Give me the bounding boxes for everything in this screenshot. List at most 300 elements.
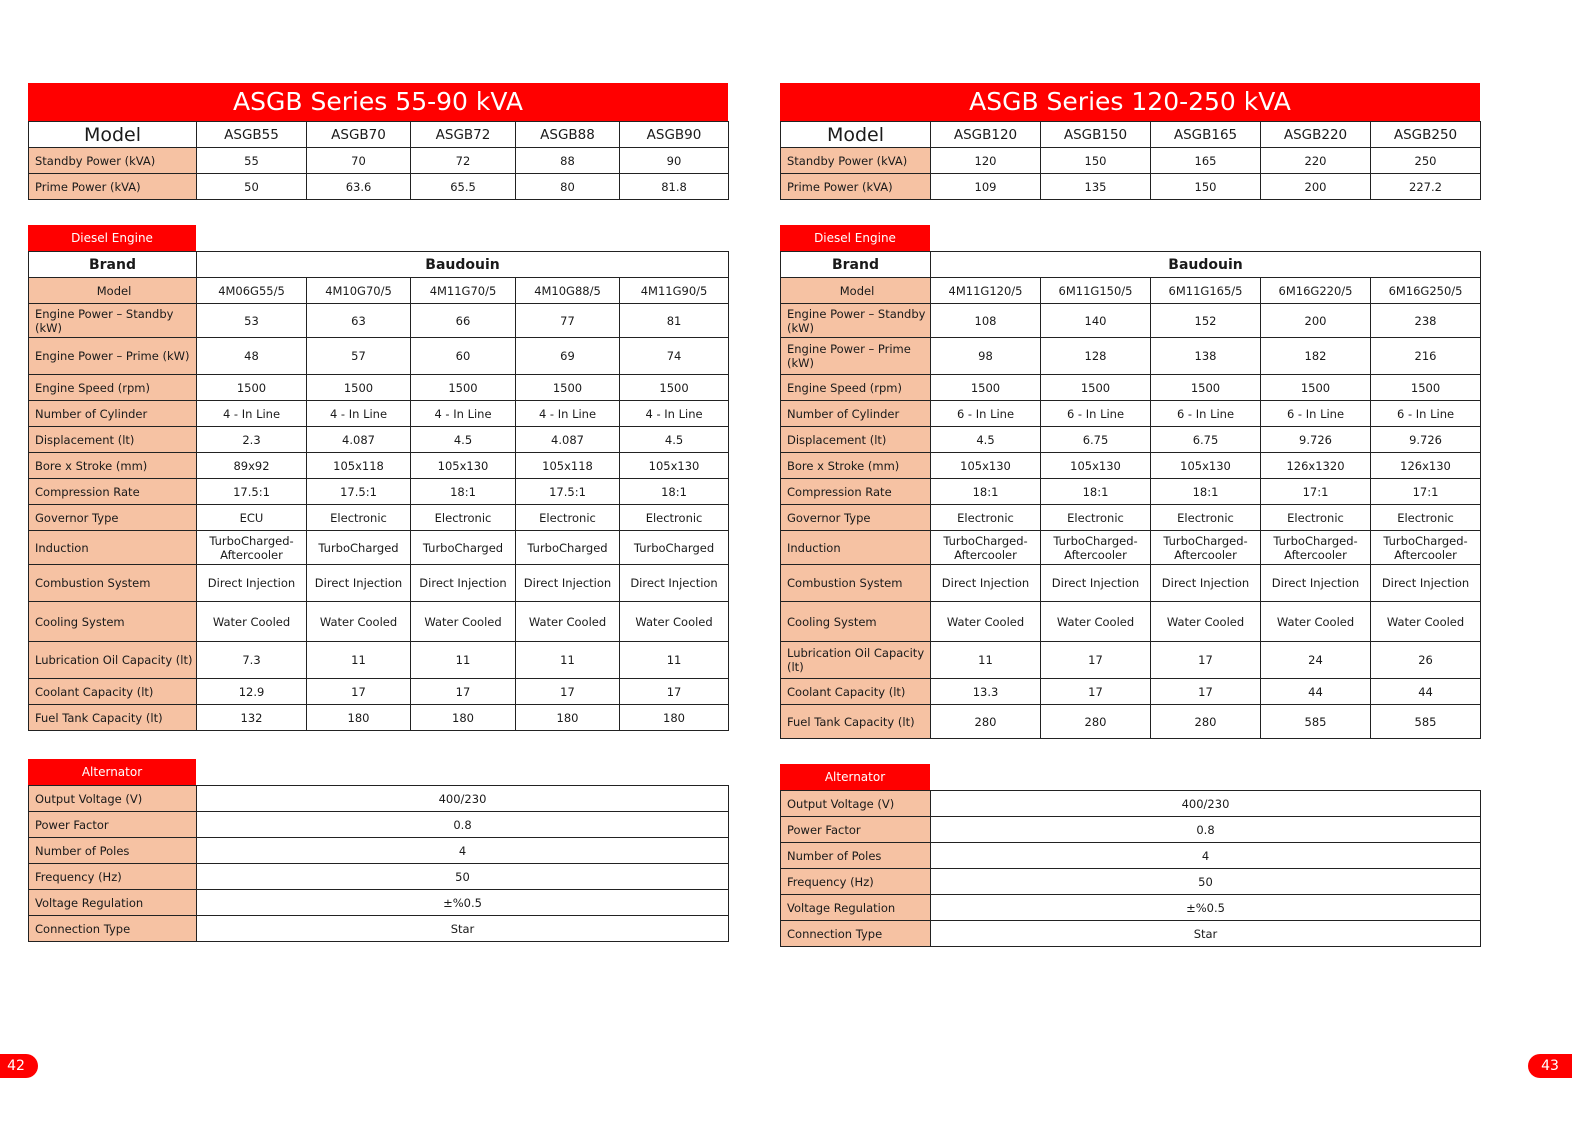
cell-value: 98 <box>931 338 1041 375</box>
cell-value: 1500 <box>1151 375 1261 401</box>
cell-value: Electronic <box>931 505 1041 531</box>
cell-value: 4M10G88/5 <box>516 278 620 304</box>
row-label: Bore x Stroke (mm) <box>29 453 197 479</box>
table-row <box>29 916 729 942</box>
right-engine-section <box>780 225 1480 739</box>
model-label: Model <box>29 122 197 148</box>
cell-value: Direct Injection <box>1371 565 1481 602</box>
cell-value: 26 <box>1371 642 1481 679</box>
table-row <box>781 705 1481 739</box>
table-row <box>781 338 1481 375</box>
cell-value: 17 <box>411 679 516 705</box>
table-row <box>781 642 1481 679</box>
table-row <box>781 602 1481 642</box>
cell-value: 74 <box>620 338 729 375</box>
cell-value: 6 - In Line <box>1371 401 1481 427</box>
cell-value: Electronic <box>1041 505 1151 531</box>
model-table <box>780 121 1481 200</box>
right-alternator-section <box>780 764 1480 947</box>
cell-value: 238 <box>1371 304 1481 338</box>
cell-value: 105x130 <box>411 453 516 479</box>
table-row <box>29 812 729 838</box>
cell-value: 4.5 <box>931 427 1041 453</box>
cell-value: 182 <box>1261 338 1371 375</box>
cell-value: 6.75 <box>1041 427 1151 453</box>
row-label: Displacement (lt) <box>29 427 197 453</box>
row-label: Engine Speed (rpm) <box>29 375 197 401</box>
cell-value: 6M16G220/5 <box>1261 278 1371 304</box>
cell-value: 280 <box>1151 705 1261 739</box>
cell-value: Water Cooled <box>931 602 1041 642</box>
cell-value: 105x130 <box>1151 453 1261 479</box>
cell-value: TurboCharged <box>516 531 620 565</box>
table-row <box>781 791 1481 817</box>
cell-value: 72 <box>411 148 516 174</box>
row-label: Output Voltage (V) <box>29 786 197 812</box>
engine-table <box>780 251 1481 739</box>
row-label: Lubrication Oil Capacity (lt) <box>29 642 197 679</box>
cell-value: 9.726 <box>1261 427 1371 453</box>
cell-value: 80 <box>516 174 620 200</box>
table-row <box>781 479 1481 505</box>
cell-value: Water Cooled <box>1151 602 1261 642</box>
table-row <box>29 565 729 602</box>
cell-value: 63.6 <box>307 174 411 200</box>
table-row <box>781 278 1481 304</box>
table-row <box>781 174 1481 200</box>
cell-value: 24 <box>1261 642 1371 679</box>
cell-value: 4 - In Line <box>620 401 729 427</box>
cell-value: TurboCharged-Aftercooler <box>931 531 1041 565</box>
model-name: ASGB120 <box>931 122 1041 148</box>
cell-value: Water Cooled <box>516 602 620 642</box>
cell-value: 4M10G70/5 <box>307 278 411 304</box>
cell-value: 12.9 <box>197 679 307 705</box>
cell-value: 17 <box>620 679 729 705</box>
section-tab-alternator: Alternator <box>28 759 196 785</box>
cell-value: 17.5:1 <box>307 479 411 505</box>
table-row <box>781 427 1481 453</box>
cell-value: 120 <box>931 148 1041 174</box>
row-label: Cooling System <box>29 602 197 642</box>
row-label: Combustion System <box>781 565 931 602</box>
cell-value: 90 <box>620 148 729 174</box>
model-name: ASGB150 <box>1041 122 1151 148</box>
model-name: ASGB250 <box>1371 122 1481 148</box>
table-row <box>781 895 1481 921</box>
model-name: ASGB165 <box>1151 122 1261 148</box>
cell-value: 11 <box>307 642 411 679</box>
cell-value: 18:1 <box>1151 479 1261 505</box>
table-row <box>29 401 729 427</box>
model-name: ASGB90 <box>620 122 729 148</box>
cell-value: Direct Injection <box>307 565 411 602</box>
cell-value: 50 <box>931 869 1481 895</box>
cell-value: ±%0.5 <box>197 890 729 916</box>
row-label: Standby Power (kVA) <box>781 148 931 174</box>
cell-value: 50 <box>197 174 307 200</box>
cell-value: 180 <box>620 705 729 731</box>
cell-value: 4.5 <box>620 427 729 453</box>
cell-value: 4.5 <box>411 427 516 453</box>
cell-value: 220 <box>1261 148 1371 174</box>
model-name: ASGB220 <box>1261 122 1371 148</box>
cell-value: 17 <box>307 679 411 705</box>
table-row <box>29 864 729 890</box>
row-label: Cooling System <box>781 602 931 642</box>
cell-value: 4 - In Line <box>516 401 620 427</box>
cell-value: 180 <box>516 705 620 731</box>
row-label: Power Factor <box>781 817 931 843</box>
brand-value: Baudouin <box>197 252 729 278</box>
cell-value: 77 <box>516 304 620 338</box>
cell-value: 11 <box>620 642 729 679</box>
left-spec-panel <box>28 83 728 200</box>
cell-value: Electronic <box>1261 505 1371 531</box>
row-label: Model <box>29 278 197 304</box>
cell-value: 126x130 <box>1371 453 1481 479</box>
cell-value: Water Cooled <box>197 602 307 642</box>
row-label: Coolant Capacity (lt) <box>781 679 931 705</box>
cell-value: 4.087 <box>516 427 620 453</box>
cell-value: TurboCharged-Aftercooler <box>1371 531 1481 565</box>
cell-value: 81.8 <box>620 174 729 200</box>
cell-value: 63 <box>307 304 411 338</box>
cell-value: 152 <box>1151 304 1261 338</box>
cell-value: Electronic <box>1151 505 1261 531</box>
cell-value: 70 <box>307 148 411 174</box>
cell-value: 132 <box>197 705 307 731</box>
cell-value: 88 <box>516 148 620 174</box>
cell-value: 4M06G55/5 <box>197 278 307 304</box>
brand-label: Brand <box>781 252 931 278</box>
engine-table <box>28 251 729 731</box>
table-row <box>781 505 1481 531</box>
cell-value: ECU <box>197 505 307 531</box>
cell-value: 17:1 <box>1371 479 1481 505</box>
brand-label: Brand <box>29 252 197 278</box>
cell-value: 4 <box>931 843 1481 869</box>
series-title: ASGB Series 120-250 kVA <box>780 83 1480 121</box>
section-tab-diesel-engine: Diesel Engine <box>28 225 196 251</box>
cell-value: Direct Injection <box>1261 565 1371 602</box>
cell-value: 4 - In Line <box>307 401 411 427</box>
cell-value: 65.5 <box>411 174 516 200</box>
row-label: Fuel Tank Capacity (lt) <box>781 705 931 739</box>
cell-value: Electronic <box>620 505 729 531</box>
cell-value: 1500 <box>931 375 1041 401</box>
cell-value: 89x92 <box>197 453 307 479</box>
right-spec-panel <box>780 83 1480 200</box>
cell-value: TurboCharged <box>411 531 516 565</box>
row-label: Compression Rate <box>29 479 197 505</box>
model-name: ASGB55 <box>197 122 307 148</box>
cell-value: Electronic <box>1371 505 1481 531</box>
cell-value: 216 <box>1371 338 1481 375</box>
row-label: Lubrication Oil Capacity (lt) <box>781 642 931 679</box>
cell-value: 200 <box>1261 174 1371 200</box>
cell-value: Electronic <box>411 505 516 531</box>
table-row <box>29 505 729 531</box>
cell-value: 227.2 <box>1371 174 1481 200</box>
row-label: Governor Type <box>781 505 931 531</box>
table-row <box>29 479 729 505</box>
cell-value: Water Cooled <box>1261 602 1371 642</box>
cell-value: 126x1320 <box>1261 453 1371 479</box>
cell-value: 2.3 <box>197 427 307 453</box>
left-alternator-section <box>28 759 728 942</box>
table-row <box>29 453 729 479</box>
cell-value: 17 <box>1041 642 1151 679</box>
table-row <box>781 304 1481 338</box>
model-header-row <box>29 122 729 148</box>
row-label: Number of Cylinder <box>29 401 197 427</box>
table-row <box>29 338 729 375</box>
table-row <box>781 401 1481 427</box>
row-label: Engine Power – Standby (kW) <box>781 304 931 338</box>
cell-value: Water Cooled <box>1371 602 1481 642</box>
cell-value: 69 <box>516 338 620 375</box>
row-label: Voltage Regulation <box>781 895 931 921</box>
row-label: Governor Type <box>29 505 197 531</box>
cell-value: 7.3 <box>197 642 307 679</box>
cell-value: 4M11G120/5 <box>931 278 1041 304</box>
cell-value: 135 <box>1041 174 1151 200</box>
cell-value: Direct Injection <box>197 565 307 602</box>
cell-value: 17:1 <box>1261 479 1371 505</box>
cell-value: 105x130 <box>1041 453 1151 479</box>
row-label: Fuel Tank Capacity (lt) <box>29 705 197 731</box>
cell-value: 4 <box>197 838 729 864</box>
row-label: Number of Cylinder <box>781 401 931 427</box>
cell-value: Direct Injection <box>931 565 1041 602</box>
row-label: Number of Poles <box>29 838 197 864</box>
table-row <box>781 679 1481 705</box>
cell-value: Star <box>197 916 729 942</box>
brand-row <box>29 252 729 278</box>
section-tab-alternator: Alternator <box>780 764 930 790</box>
model-label: Model <box>781 122 931 148</box>
row-label: Induction <box>781 531 931 565</box>
cell-value: 17.5:1 <box>197 479 307 505</box>
model-header-row <box>781 122 1481 148</box>
cell-value: Electronic <box>307 505 411 531</box>
table-row <box>29 427 729 453</box>
row-label: Displacement (lt) <box>781 427 931 453</box>
cell-value: 1500 <box>1261 375 1371 401</box>
cell-value: 1500 <box>516 375 620 401</box>
table-row <box>29 531 729 565</box>
table-row <box>29 602 729 642</box>
cell-value: 400/230 <box>197 786 729 812</box>
left-engine-section <box>28 225 728 731</box>
cell-value: 128 <box>1041 338 1151 375</box>
cell-value: 1500 <box>307 375 411 401</box>
cell-value: 1500 <box>197 375 307 401</box>
row-label: Output Voltage (V) <box>781 791 931 817</box>
cell-value: 138 <box>1151 338 1261 375</box>
cell-value: TurboCharged <box>620 531 729 565</box>
cell-value: 13.3 <box>931 679 1041 705</box>
cell-value: 4.087 <box>307 427 411 453</box>
table-row <box>781 375 1481 401</box>
cell-value: 180 <box>411 705 516 731</box>
cell-value: 180 <box>307 705 411 731</box>
cell-value: 18:1 <box>931 479 1041 505</box>
cell-value: 50 <box>197 864 729 890</box>
cell-value: 1500 <box>1041 375 1151 401</box>
cell-value: 6 - In Line <box>931 401 1041 427</box>
table-row <box>29 278 729 304</box>
table-row <box>781 843 1481 869</box>
cell-value: 105x130 <box>931 453 1041 479</box>
row-label: Frequency (Hz) <box>781 869 931 895</box>
table-row <box>781 565 1481 602</box>
row-label: Engine Power – Standby (kW) <box>29 304 197 338</box>
cell-value: 585 <box>1261 705 1371 739</box>
cell-value: 250 <box>1371 148 1481 174</box>
page-number: 42 <box>0 1054 38 1078</box>
cell-value: 6 - In Line <box>1151 401 1261 427</box>
cell-value: 6M16G250/5 <box>1371 278 1481 304</box>
cell-value: TurboCharged-Aftercooler <box>1261 531 1371 565</box>
row-label: Connection Type <box>29 916 197 942</box>
row-label: Compression Rate <box>781 479 931 505</box>
table-row <box>29 174 729 200</box>
cell-value: Star <box>931 921 1481 947</box>
cell-value: 66 <box>411 304 516 338</box>
cell-value: 18:1 <box>1041 479 1151 505</box>
row-label: Prime Power (kVA) <box>781 174 931 200</box>
cell-value: 140 <box>1041 304 1151 338</box>
row-label: Engine Speed (rpm) <box>781 375 931 401</box>
table-row <box>29 679 729 705</box>
cell-value: 18:1 <box>411 479 516 505</box>
cell-value: 4 - In Line <box>197 401 307 427</box>
cell-value: 6 - In Line <box>1261 401 1371 427</box>
table-row <box>781 869 1481 895</box>
alternator-table <box>28 785 729 942</box>
cell-value: 105x118 <box>307 453 411 479</box>
cell-value: Direct Injection <box>1151 565 1261 602</box>
cell-value: 165 <box>1151 148 1261 174</box>
cell-value: 6.75 <box>1151 427 1261 453</box>
cell-value: 18:1 <box>620 479 729 505</box>
row-label: Voltage Regulation <box>29 890 197 916</box>
cell-value: 585 <box>1371 705 1481 739</box>
brand-value: Baudouin <box>931 252 1481 278</box>
cell-value: 1500 <box>411 375 516 401</box>
cell-value: 150 <box>1041 148 1151 174</box>
cell-value: 44 <box>1371 679 1481 705</box>
cell-value: 17 <box>1151 642 1261 679</box>
cell-value: ±%0.5 <box>931 895 1481 921</box>
cell-value: 105x118 <box>516 453 620 479</box>
cell-value: 4M11G70/5 <box>411 278 516 304</box>
table-row <box>29 375 729 401</box>
cell-value: 11 <box>931 642 1041 679</box>
row-label: Model <box>781 278 931 304</box>
cell-value: 150 <box>1151 174 1261 200</box>
cell-value: 81 <box>620 304 729 338</box>
cell-value: 0.8 <box>931 817 1481 843</box>
row-label: Frequency (Hz) <box>29 864 197 890</box>
model-table <box>28 121 729 200</box>
cell-value: Direct Injection <box>411 565 516 602</box>
alternator-table <box>780 790 1481 947</box>
row-label: Number of Poles <box>781 843 931 869</box>
cell-value: Direct Injection <box>1041 565 1151 602</box>
cell-value: 200 <box>1261 304 1371 338</box>
row-label: Standby Power (kVA) <box>29 148 197 174</box>
cell-value: 48 <box>197 338 307 375</box>
series-title: ASGB Series 55-90 kVA <box>28 83 728 121</box>
cell-value: 0.8 <box>197 812 729 838</box>
cell-value: 109 <box>931 174 1041 200</box>
cell-value: 17 <box>1151 679 1261 705</box>
cell-value: 6M11G150/5 <box>1041 278 1151 304</box>
table-row <box>29 838 729 864</box>
cell-value: 400/230 <box>931 791 1481 817</box>
cell-value: Water Cooled <box>620 602 729 642</box>
cell-value: TurboCharged <box>307 531 411 565</box>
row-label: Combustion System <box>29 565 197 602</box>
table-row <box>781 817 1481 843</box>
cell-value: 60 <box>411 338 516 375</box>
cell-value: 53 <box>197 304 307 338</box>
row-label: Coolant Capacity (lt) <box>29 679 197 705</box>
cell-value: 17 <box>516 679 620 705</box>
row-label: Prime Power (kVA) <box>29 174 197 200</box>
cell-value: Direct Injection <box>516 565 620 602</box>
cell-value: Water Cooled <box>307 602 411 642</box>
table-row <box>781 453 1481 479</box>
row-label: Connection Type <box>781 921 931 947</box>
brand-row <box>781 252 1481 278</box>
model-name: ASGB70 <box>307 122 411 148</box>
cell-value: 55 <box>197 148 307 174</box>
cell-value: 105x130 <box>620 453 729 479</box>
cell-value: 1500 <box>620 375 729 401</box>
cell-value: 4 - In Line <box>411 401 516 427</box>
table-row <box>29 304 729 338</box>
page-number: 43 <box>1528 1054 1572 1078</box>
row-label: Induction <box>29 531 197 565</box>
model-name: ASGB72 <box>411 122 516 148</box>
table-row <box>781 531 1481 565</box>
cell-value: 6M11G165/5 <box>1151 278 1261 304</box>
cell-value: 108 <box>931 304 1041 338</box>
table-row <box>29 786 729 812</box>
cell-value: TurboCharged-Aftercooler <box>197 531 307 565</box>
table-row <box>29 642 729 679</box>
cell-value: TurboCharged-Aftercooler <box>1151 531 1261 565</box>
section-tab-diesel-engine: Diesel Engine <box>780 225 930 251</box>
cell-value: 9.726 <box>1371 427 1481 453</box>
table-row <box>29 890 729 916</box>
cell-value: 280 <box>1041 705 1151 739</box>
cell-value: 1500 <box>1371 375 1481 401</box>
row-label: Bore x Stroke (mm) <box>781 453 931 479</box>
cell-value: 11 <box>411 642 516 679</box>
cell-value: 4M11G90/5 <box>620 278 729 304</box>
cell-value: 6 - In Line <box>1041 401 1151 427</box>
table-row <box>29 148 729 174</box>
table-row <box>29 705 729 731</box>
cell-value: Direct Injection <box>620 565 729 602</box>
table-row <box>781 921 1481 947</box>
cell-value: Electronic <box>516 505 620 531</box>
